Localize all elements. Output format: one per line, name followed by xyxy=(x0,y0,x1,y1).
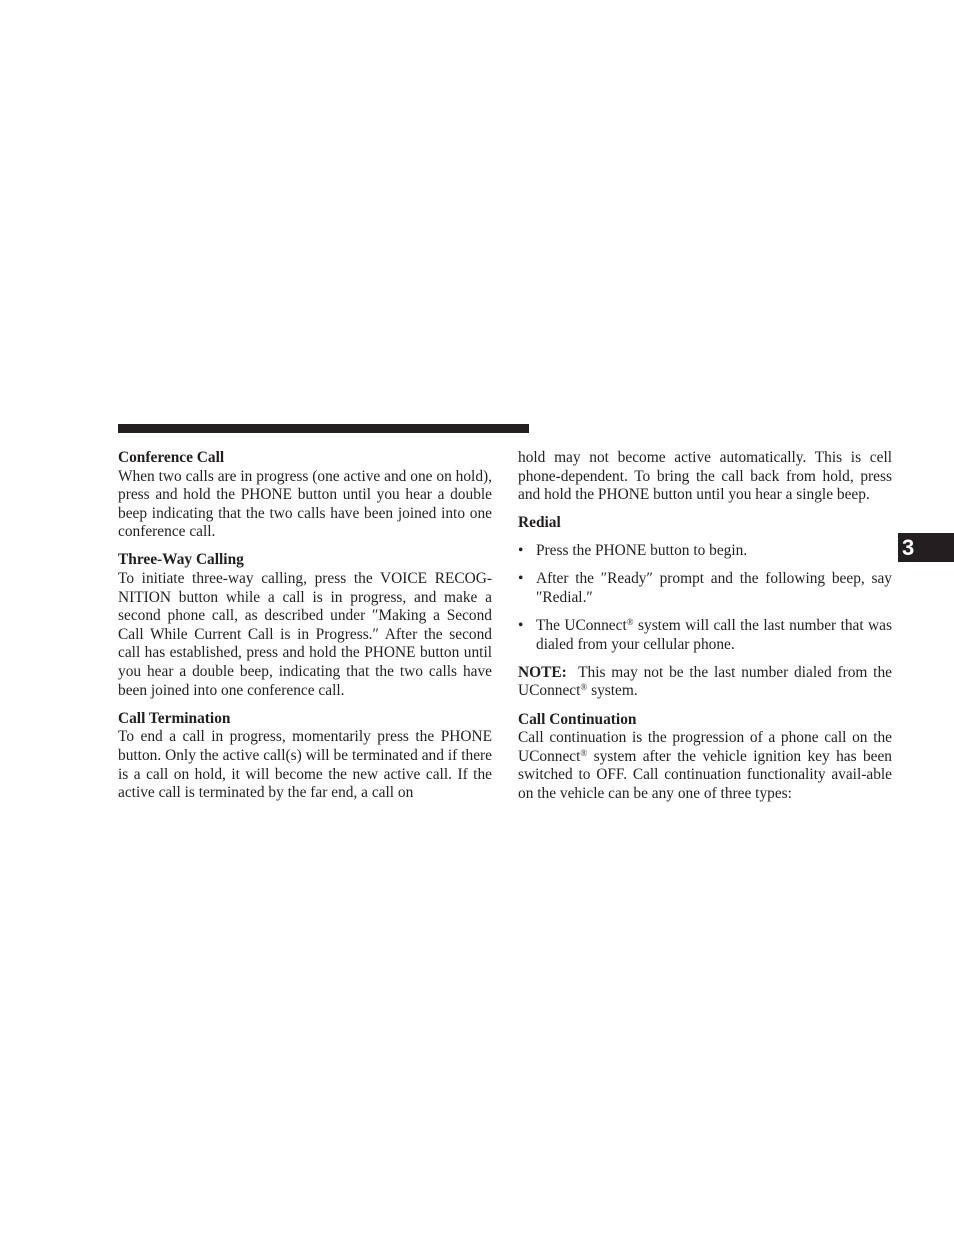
three-way-calling-text: To initiate three-way calling, press the VOICE RECOG-NITION button while a call is in progress, and make a second phone call, as described under ″Making a Second Call While Current Call is in Progress.″ After the second call has established, press and hold the PHONE button until you hear a double beep, indicating that the two calls have been joined into one conference call. xyxy=(118,570,492,699)
spacer xyxy=(518,533,892,543)
call-continuation-heading: Call Continuation xyxy=(518,710,637,728)
list-item xyxy=(518,617,892,654)
spacer xyxy=(518,701,892,711)
conference-call-text: When two calls are in progress (one active and one on hold), press and hold the PHONE button until you hear a double beep indicating that the two calls have been joined into one conference call. xyxy=(118,467,492,541)
conference-call-heading: Conference Call xyxy=(118,449,225,466)
hold-continuation-text: hold may not become active automatically. This is cell phone-dependent. To bring the call back from hold, press and hold the PHONE button until you hear a single beep. xyxy=(518,449,892,504)
registered-mark: ® xyxy=(580,747,588,758)
bullet-icon: • xyxy=(518,542,524,560)
note-label: NOTE: xyxy=(518,663,567,681)
spacer xyxy=(118,700,492,710)
three-way-calling-heading: Three-Way Calling xyxy=(118,551,244,569)
list-item xyxy=(518,570,892,607)
registered-mark: ® xyxy=(580,682,588,693)
redial-bullet-list xyxy=(518,542,892,654)
bullet-text: After the ″Ready″ prompt and the following beep, say ″Redial.″ xyxy=(536,570,892,607)
spacer xyxy=(118,542,492,552)
call-continuation-text-end: system after the vehicle ignition key has been switched to OFF. Call continuation functionality avail-able on the vehicle can be any one of three types: xyxy=(518,747,892,802)
left-column xyxy=(118,449,492,803)
list-item xyxy=(518,542,892,561)
call-termination-heading: Call Termination xyxy=(118,709,231,727)
spacer xyxy=(518,505,892,515)
call-continuation-text-start: Call continuation is the progression of a phone call on the UConnect xyxy=(518,729,892,765)
call-termination-text: To end a call in progress, momentarily press the PHONE button. Only the active call(s) will be terminated and if there is a call on hold, it will become the new active call. If the active call is terminated by the far end, a call on xyxy=(118,728,492,802)
note-text-end: system. xyxy=(587,682,638,700)
bullet-icon: • xyxy=(518,617,524,635)
note-paragraph xyxy=(518,663,896,701)
bullet-text: Press the PHONE button to begin. xyxy=(536,542,748,560)
bullet-text-start: The UConnect xyxy=(536,617,627,635)
call-continuation-text xyxy=(518,729,892,803)
bullet-text-end: system will call the last number that was dialed from your cellular phone. xyxy=(536,617,892,653)
spacer xyxy=(518,654,892,664)
bullet-icon: • xyxy=(518,570,524,588)
chapter-tab: 3 xyxy=(898,533,954,562)
redial-heading: Redial xyxy=(518,514,561,532)
note-text-start: This may not be the last number dialed from the UConnect xyxy=(518,663,896,700)
right-column xyxy=(518,449,896,804)
registered-mark: ® xyxy=(626,617,634,628)
section-top-rule xyxy=(118,424,529,433)
